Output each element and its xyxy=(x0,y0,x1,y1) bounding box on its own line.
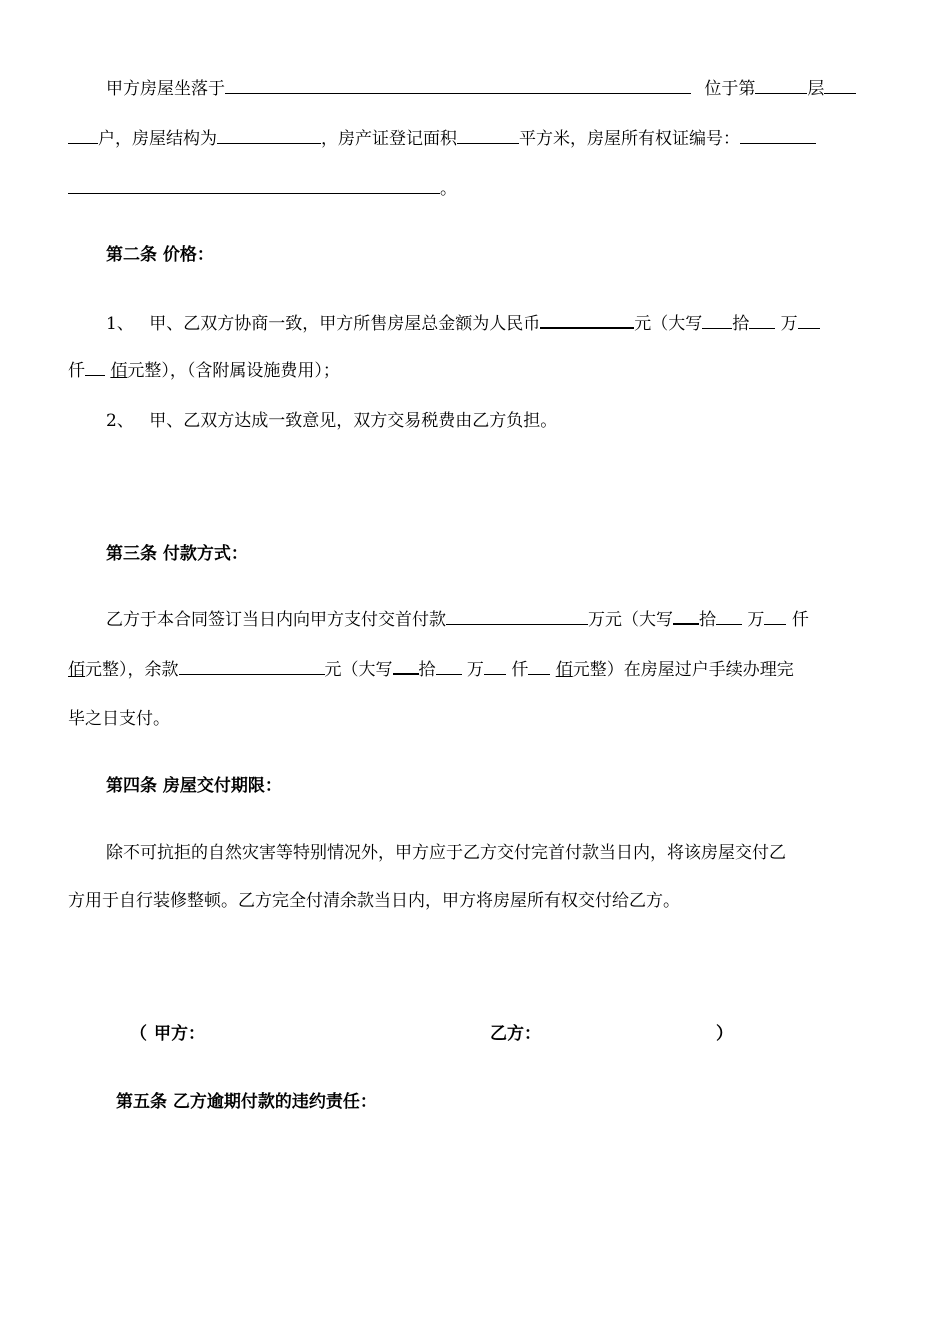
article-3-line-1 xyxy=(106,608,809,631)
property-line-3 xyxy=(68,178,457,200)
wan-blank[interactable] xyxy=(716,609,742,625)
wan-blank[interactable] xyxy=(436,659,462,675)
qian-label: 仟 xyxy=(791,610,809,630)
certificate-label: 平方米，房屋所有权证编号： xyxy=(519,129,740,149)
room-blank-end[interactable] xyxy=(68,128,98,144)
balance-label: 元整），余款 xyxy=(85,660,179,680)
article-4-line-2: 方用于自行装修整顿。乙方完全付清余款当日内，甲方将房屋所有权交付给乙方。 xyxy=(68,891,680,911)
article-4-line-1: 除不可抗拒的自然灾害等特别情况外，甲方应于乙方交付完首付款当日内，将该房屋交付乙 xyxy=(106,843,786,863)
bai-blank[interactable] xyxy=(85,360,105,376)
capital-label: 万元（大写 xyxy=(588,610,673,630)
price-note: 元整），（含附属设施费用）； xyxy=(127,361,340,381)
qian-label: 仟 xyxy=(511,660,529,680)
floor-label: 位于第 xyxy=(704,79,756,99)
location-blank[interactable] xyxy=(225,78,691,94)
article-4-heading: 第四条 房屋交付期限： xyxy=(106,776,282,796)
total-price-blank[interactable] xyxy=(540,312,634,329)
shi-blank[interactable] xyxy=(702,313,732,329)
signature-close: ） xyxy=(716,1024,733,1044)
shi-blank[interactable] xyxy=(673,608,699,625)
article-2-heading: 第二条 价格： xyxy=(106,245,214,265)
item-number: 2、 xyxy=(106,411,134,431)
article-2-item-1-cont xyxy=(68,360,340,382)
article-3-line-2 xyxy=(68,658,794,681)
capital-label: 元（大写 xyxy=(324,660,393,680)
capital-label: 元（大写 xyxy=(634,314,703,334)
certificate-blank-end[interactable] xyxy=(68,178,440,194)
tax-clause: 甲、乙双方达成一致意见，双方交易税费由乙方负担。 xyxy=(149,411,558,431)
qian-blank[interactable] xyxy=(764,609,786,625)
shi-label: 拾 xyxy=(418,660,436,680)
structure-blank[interactable] xyxy=(217,128,321,144)
balance-note: 元整）在房屋过户手续办理完 xyxy=(572,660,794,680)
qian-label: 仟 xyxy=(68,361,85,381)
property-line-2 xyxy=(68,128,816,150)
floor-unit: 层 xyxy=(807,79,825,99)
wan-label: 万 xyxy=(466,660,484,680)
article-5-heading: 第五条 乙方逾期付款的违约责任： xyxy=(116,1092,377,1112)
article-2-item-1 xyxy=(106,312,820,335)
floor-blank[interactable] xyxy=(755,78,807,94)
property-line-1 xyxy=(106,78,856,100)
period: 。 xyxy=(440,179,457,199)
party-a-label: 甲方： xyxy=(154,1024,205,1044)
article-3-heading: 第三条 付款方式： xyxy=(106,544,248,564)
article-3-line-3: 毕之日支付。 xyxy=(68,709,170,729)
wan-blank[interactable] xyxy=(749,313,775,329)
room-blank-start[interactable] xyxy=(824,78,856,94)
down-payment-blank[interactable] xyxy=(446,609,588,625)
shi-label: 拾 xyxy=(732,314,750,334)
shi-blank[interactable] xyxy=(393,658,419,675)
structure-label: 户，房屋结构为 xyxy=(98,129,217,149)
bai-label: 佰 xyxy=(110,361,128,381)
article-2-item-2 xyxy=(106,410,557,432)
down-payment-label: 乙方于本合同签订当日内向甲方支付交首付款 xyxy=(106,610,446,630)
shi-label: 拾 xyxy=(699,610,716,630)
wan-label: 万 xyxy=(747,610,765,630)
bai-label: 佰 xyxy=(555,660,573,680)
balance-blank[interactable] xyxy=(179,659,325,675)
property-location-label: 甲方房屋坐落于 xyxy=(106,79,225,99)
total-price-label: 甲、乙双方协商一致，甲方所售房屋总金额为人民币 xyxy=(149,314,541,334)
bai-label: 佰 xyxy=(68,660,85,680)
party-b-label: 乙方： xyxy=(490,1024,541,1044)
bai-blank[interactable] xyxy=(528,659,550,675)
qian-blank[interactable] xyxy=(798,313,820,329)
area-blank[interactable] xyxy=(457,128,519,144)
item-number: 1、 xyxy=(106,314,134,334)
wan-label: 万 xyxy=(780,314,798,334)
area-label: ，房产证登记面积 xyxy=(321,129,457,149)
signature-open: （ xyxy=(130,1024,147,1044)
certificate-blank-start[interactable] xyxy=(740,128,816,144)
qian-blank[interactable] xyxy=(484,659,506,675)
